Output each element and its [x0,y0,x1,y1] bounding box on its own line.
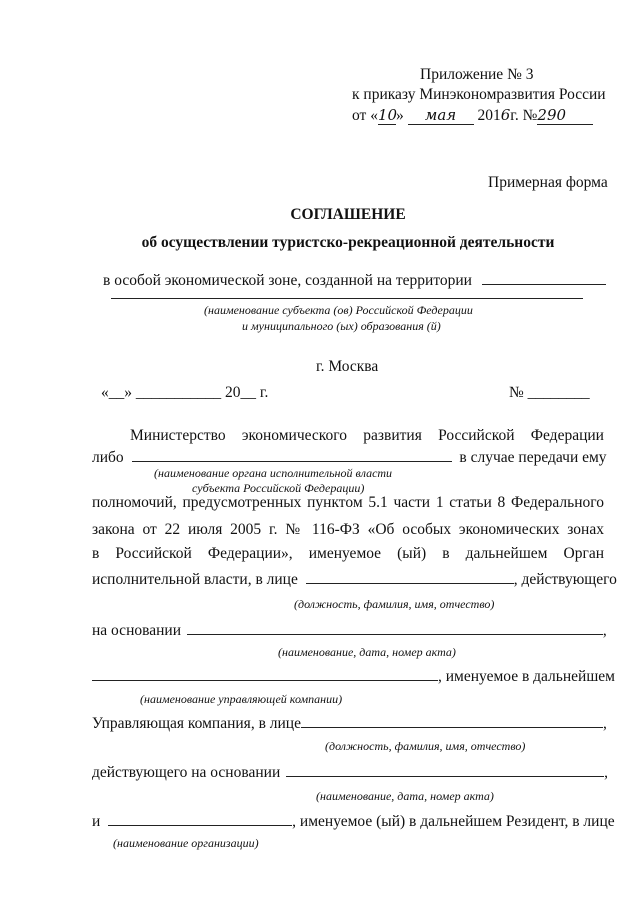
resident-text: , именуемое (ый) в дальнейшем Резидент, в лице [292,813,615,830]
note-act-1: (наименование, дата, номер акта) [278,645,456,659]
word: дальнейшем [465,545,548,562]
body-line-10 [92,762,608,782]
body-line-11 [92,811,615,831]
note-organ-2: субъекта Российской Федерации) [192,481,365,495]
person-blank-1 [306,569,514,584]
word: в [92,545,100,562]
zone-text: в особой экономической зоне, созданной на территории [103,272,472,289]
company-person-text: Управляющая компания, в лице [92,715,301,732]
order-month: мая [408,106,474,125]
order-reference: к приказу Минэкономразвития России [352,86,606,103]
appendix-number: Приложение № 3 [420,66,534,83]
subject-blank [111,298,583,299]
note-organ-1: (наименование органа исполнительной власти [154,466,393,480]
body-line-1 [130,427,604,445]
note-act-2: (наименование, дата, номер акта) [316,789,494,803]
note-person-1: (должность, фамилия, имя, отчество) [294,597,495,611]
year-prefix: 201 [477,107,501,124]
agreement-date: «__» ___________ 20__ г. [101,384,269,401]
word: Федерации [530,427,604,444]
acting-basis-text: действующего на основании [92,764,281,781]
body-line-8 [92,666,615,686]
named-text: , именуемое в дальнейшем [438,668,615,685]
year-digit: 6 [500,106,511,124]
order-day: 10 [377,106,398,124]
acting-text: , действующего [513,571,617,588]
and-text: и [92,813,101,830]
word: развития [363,427,422,444]
act-blank-2 [286,762,604,777]
note-subject-2: и муниципального (ых) образования (й) [242,319,441,333]
city: г. Москва [316,358,379,375]
word: в [442,545,450,562]
body-line-7 [92,620,607,640]
agreement-number: № ________ [509,384,590,401]
document-title: СОГЛАШЕНИЕ [290,206,406,223]
note-subject-1: (наименование субъекта (ов) Российской Федерации [204,303,473,317]
zone-line [103,270,606,290]
basis-text: на основании [92,622,181,639]
word: Министерство [130,427,226,444]
body-line-5 [92,545,604,563]
body-line-6 [92,569,617,589]
company-blank [92,666,438,681]
executive-text: исполнительной власти, в лице [92,571,298,588]
document-subtitle: об осуществлении туристско-рекреационной деятельности [141,234,555,251]
word: Орган [563,545,604,562]
word: именуемое [308,545,382,562]
word: экономического [241,427,347,444]
number-prefix: г. № [510,107,538,124]
order-number: 290 [537,106,593,125]
word: (ый) [397,545,427,562]
act-blank-1 [187,620,603,635]
comma: , [602,622,607,639]
person-blank-2 [301,713,603,728]
comma: , [604,764,608,781]
date-quote: » [395,107,404,124]
transfer-text: в случае передачи ему [459,449,607,466]
organ-blank [132,447,452,462]
body-line-3: полномочий, предусмотренных пунктом 5.1 части 1 статьи 8 Федерального [92,494,604,511]
form-type: Примерная форма [488,174,608,191]
comma: , [602,715,607,732]
note-company: (наименование управляющей компании) [140,692,343,706]
body-line-4: закона от 22 июля 2005 г. № 116-ФЗ «Об особых экономических зонах [92,521,604,538]
body-line-9 [92,713,607,733]
note-person-2: (должность, фамилия, имя, отчество) [325,739,526,753]
word: Российской [438,427,515,444]
word: Федерации», [207,545,293,562]
zone-blank [482,270,606,285]
order-date-line [352,106,593,125]
org-blank [108,811,292,826]
date-prefix: от « [352,107,378,124]
libo-text: либо [92,449,124,466]
body-line-2 [92,447,607,467]
note-org: (наименование организации) [113,836,259,850]
word: Российской [115,545,192,562]
